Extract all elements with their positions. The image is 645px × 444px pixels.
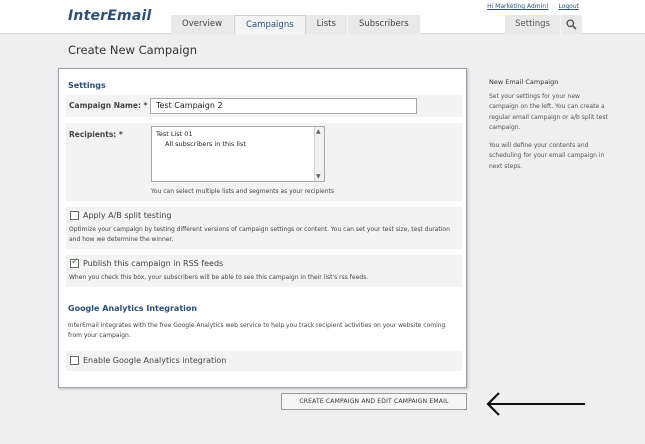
user-greeting-link[interactable]: Hi Marketing Admin! [487, 3, 549, 10]
recipients-label: Recipients: * [69, 130, 123, 139]
page-title: Create New Campaign [68, 43, 198, 57]
campaign-name-input[interactable]: Test Campaign 2 [150, 98, 417, 114]
ga-heading: Google Analytics Integration [68, 304, 198, 313]
create-campaign-button[interactable]: CREATE CAMPAIGN AND EDIT CAMPAIGN EMAIL [281, 393, 467, 410]
recipients-row [66, 123, 462, 201]
tab-subscribers[interactable]: Subscribers [348, 15, 421, 34]
ga-enable-row [66, 351, 462, 371]
top-bar [0, 0, 645, 34]
sidebar-heading: New Email Campaign [489, 78, 559, 86]
sidebar-paragraph: You will define your contents and scheduling for your email campaign in next steps. [489, 142, 605, 170]
recipients-list-option[interactable]: Test List 01 [156, 130, 193, 138]
ga-enable-label[interactable]: Enable Google Analytics integration [83, 356, 227, 365]
settings-link[interactable]: Settings [515, 19, 550, 29]
ga-enable-checkbox[interactable] [70, 356, 79, 365]
right-nav [505, 15, 582, 34]
tab-lists[interactable]: Lists [306, 15, 348, 34]
help-sidebar [489, 78, 609, 180]
scroll-up-icon[interactable]: ▲ [316, 128, 321, 135]
rss-label[interactable]: Publish this campaign in RSS feeds [83, 259, 224, 268]
arrow-left-icon [484, 390, 588, 418]
sidebar-paragraph: Set your settings for your new campaign on the left. You can create a regular email campaign or a/b split test campaign. [489, 93, 608, 131]
campaign-name-row [66, 95, 462, 117]
listbox-scrollbar[interactable] [314, 127, 324, 181]
campaign-form-panel [58, 68, 467, 388]
ab-testing-help: Optimize your campaign by testing different versions of campaign settings or content. You can set your test size, test duration and how we determine the winner. [69, 226, 450, 243]
tab-campaigns[interactable]: Campaigns [234, 15, 306, 35]
campaign-name-label: Campaign Name: * [69, 101, 148, 110]
logout-link[interactable]: Logout [558, 3, 579, 10]
settings-heading: Settings [68, 81, 106, 90]
search-button[interactable] [560, 15, 582, 34]
rss-row [66, 255, 462, 287]
ga-help: InterEmail integrates with the free Google Analytics web service to help you track recipient activities on your website coming from your campaign. [68, 322, 446, 339]
recipients-listbox[interactable] [151, 126, 325, 182]
rss-checkbox[interactable] [70, 259, 79, 268]
rss-help: When you check this box, your subscribers will be able to see this campaign in their list's rss feeds. [69, 274, 369, 281]
scroll-down-icon[interactable]: ▼ [316, 173, 321, 180]
ab-testing-row [66, 207, 462, 249]
ab-testing-label[interactable]: Apply A/B split testing [83, 211, 172, 220]
ab-testing-checkbox[interactable] [70, 211, 79, 220]
user-links [479, 3, 579, 10]
recipients-list-option[interactable]: All subscribers in this list [165, 140, 246, 148]
main-tabs [171, 15, 421, 34]
search-icon [566, 19, 577, 30]
recipients-help: You can select multiple lists and segments as your recipients [151, 188, 335, 195]
app-logo[interactable]: InterEmail [68, 8, 152, 24]
tab-overview[interactable]: Overview [171, 15, 234, 34]
